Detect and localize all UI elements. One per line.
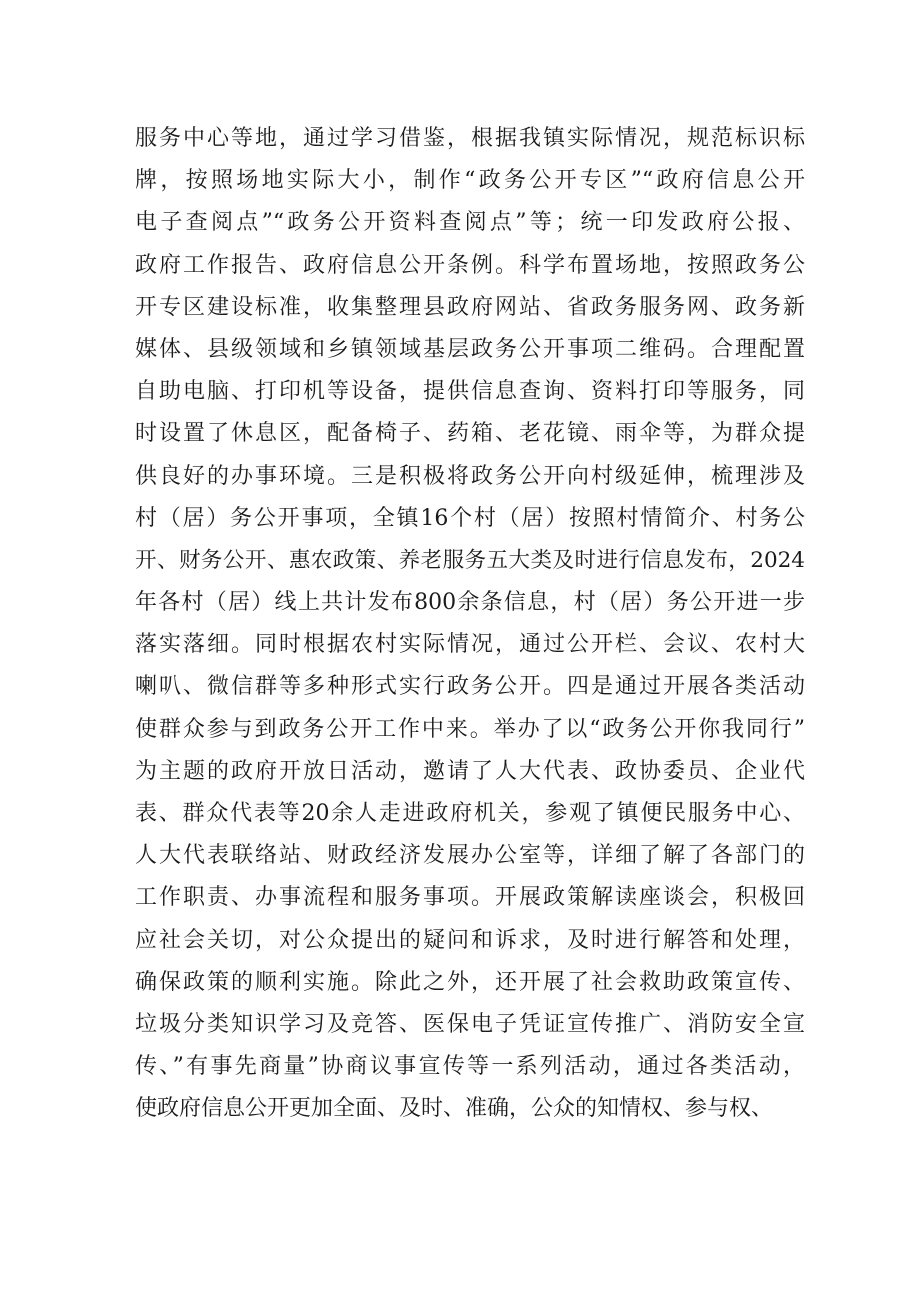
text-line-13: 落实落细。同时根据农村实际情况，通过公开栏、会议、农村大 (135, 632, 805, 658)
text-line-16: 为主题的政府开放日活动，邀请了人大代表、政协委员、企业代 (135, 758, 805, 784)
text-line-3: 电子查阅点”“政务公开资料查阅点”等；统一印发政府公报、 (135, 210, 805, 236)
text-line-5: 开专区建设标准，收集整理县政府网站、省政务服务网、政务新 (135, 294, 805, 320)
text-line-17: 表、群众代表等20余人走进政府机关，参观了镇便民服务中心、 (135, 801, 805, 826)
text-line-12: 年各村（居）线上共计发布800余条信息，村（居）务公开进一步 (135, 590, 805, 616)
text-line-18: 人大代表联络站、财政经济发展办公室等，详细了解了各部门的 (135, 843, 805, 869)
text-line-10: 村（居）务公开事项，全镇16个村（居）按照村情简介、村务公 (135, 505, 805, 531)
text-line-11: 开、财务公开、惠农政策、养老服务五大类及时进行信息发布，2024 (135, 547, 805, 573)
text-line-20: 应社会关切，对公众提出的疑问和诉求，及时进行解答和处理， (135, 927, 805, 953)
text-line-15: 使群众参与到政务公开工作中来。举办了以“政务公开你我同行” (135, 716, 805, 742)
text-line-14: 喇叭、微信群等多种形式实行政务公开。四是通过开展各类活动 (135, 674, 805, 700)
text-line-7: 自助电脑、打印机等设备，提供信息查询、资料打印等服务，同 (135, 379, 805, 405)
text-line-23: 传、”有事先商量”协商议事宣传等一系列活动，通过各类活动， (135, 1054, 805, 1080)
text-line-21: 确保政策的顺利实施。除此之外，还开展了社会救助政策宣传、 (135, 969, 805, 995)
text-line-4: 政府工作报告、政府信息公开条例。科学布置场地，按照政务公 (135, 252, 805, 278)
text-line-8: 时设置了休息区，配备椅子、药箱、老花镜、雨伞等，为群众提 (135, 421, 805, 447)
text-line-22: 垃圾分类知识学习及竞答、医保电子凭证宣传推广、消防安全宣 (135, 1011, 805, 1037)
text-line-2: 牌，按照场地实际大小，制作“政务公开专区”“政府信息公开 (135, 168, 805, 194)
text-line-24: 使政府信息公开更加全面、及时、准确，公众的知情权、参与权、 (135, 1096, 774, 1122)
text-line-1: 服务中心等地，通过学习借鉴，根据我镇实际情况，规范标识标 (135, 126, 805, 151)
text-line-19: 工作职责、办事流程和服务事项。开展政策解读座谈会，积极回 (135, 885, 805, 911)
text-line-6: 媒体、县级领域和乡镇领域基层政务公开事项二维码。合理配置 (135, 336, 805, 362)
text-line-9: 供良好的办事环境。三是积极将政务公开向村级延伸，梳理涉及 (135, 463, 805, 489)
body-paragraph (135, 118, 805, 1131)
